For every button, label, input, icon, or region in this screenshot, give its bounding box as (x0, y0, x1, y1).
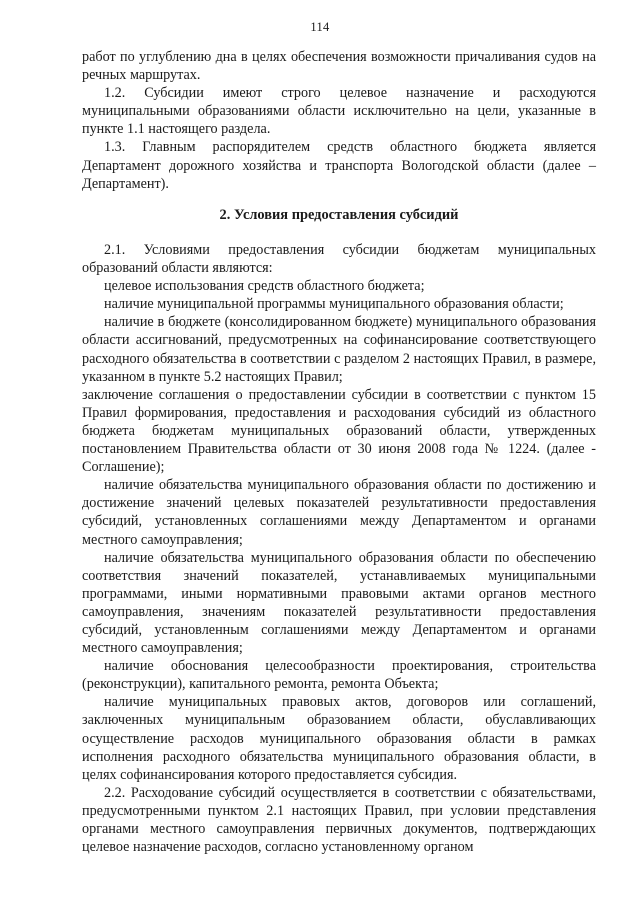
condition-item: наличие муниципальных правовых актов, договоров или соглашений, заключенных муниципальным образованием области, обуславливающих осуществление расходов муниципального образования области в рамках исполнения расходного обязательства муниципального образования области, в целях софинансирования которого предоставляется субсидия. (82, 694, 596, 783)
paragraph-2-1: 2.1. Условиями предоставления субсидии бюджетам муниципальных образований области являются: (82, 242, 596, 277)
paragraph-1-3: 1.3. Главным распорядителем средств областного бюджета является Департамент дорожного хозяйства и транспорта Вологодской области (далее – Департамент). (82, 139, 596, 192)
section-2-heading: 2. Условия предоставления субсидий (219, 207, 459, 223)
condition-item: наличие обязательства муниципального образования области по достижению и достижение значений целевых показателей результативности предоставления субсидий, установленных соглашениями между Департаментом и органами местного самоуправления; (82, 477, 596, 548)
condition-item: наличие муниципальной программы муниципального образования области; (104, 296, 564, 313)
condition-item: целевое использования средств областного бюджета; (104, 278, 425, 295)
condition-item: наличие обоснования целесообразности проектирования, строительства (реконструкции), капитального ремонта, ремонта Объекта; (82, 658, 596, 693)
page-number: 114 (310, 20, 330, 34)
paragraph-1-2: 1.2. Субсидии имеют строго целевое назначение и расходуются муниципальными образованиями области исключительно на цели, указанные в пункте 1.1 настоящего раздела. (82, 85, 596, 138)
section-2 (82, 206, 596, 224)
section-2-body (82, 241, 596, 856)
condition-item: наличие в бюджете (консолидированном бюджете) муниципального образования области ассигнований, предусмотренных на софинансирование соответствующего расходного обязательства в соответствии с разделом 2 настоящих Правил, в размере, указанном в пункте 5.2 настоящих Правил; (82, 314, 596, 385)
condition-item: наличие обязательства муниципального образования области по обеспечению соответствия значений показателей, устанавливаемых муниципальными программами, иными нормативными правовыми актами органов местного самоуправления, значениям показателей результативности предоставления субсидий, установленным соглашениями между Департаментом и органами местного самоуправления; (82, 549, 596, 657)
paragraph-1-1-tail: работ по углублению дна в целях обеспечения возможности причаливания судов на речных маршрутах. (82, 49, 596, 84)
section-1-tail (82, 48, 596, 193)
condition-item: заключение соглашения о предоставлении субсидии в соответствии с пунктом 15 Правил формирования, предоставления и расходования субсидий из областного бюджета бюджетам муниципальных образований области, утвержденных постановлением Правительства области от 30 июня 2008 года № 1224. (далее - Соглашение); (82, 386, 596, 476)
paragraph-2-2: 2.2. Расходование субсидий осуществляется в соответствии с обязательствами, предусмотренными пунктом 2.1 настоящих Правил, при условии представления органами местного самоуправления первичных документов, подтверждающих целевое назначение расходов, согласно установленному органом (82, 784, 596, 856)
